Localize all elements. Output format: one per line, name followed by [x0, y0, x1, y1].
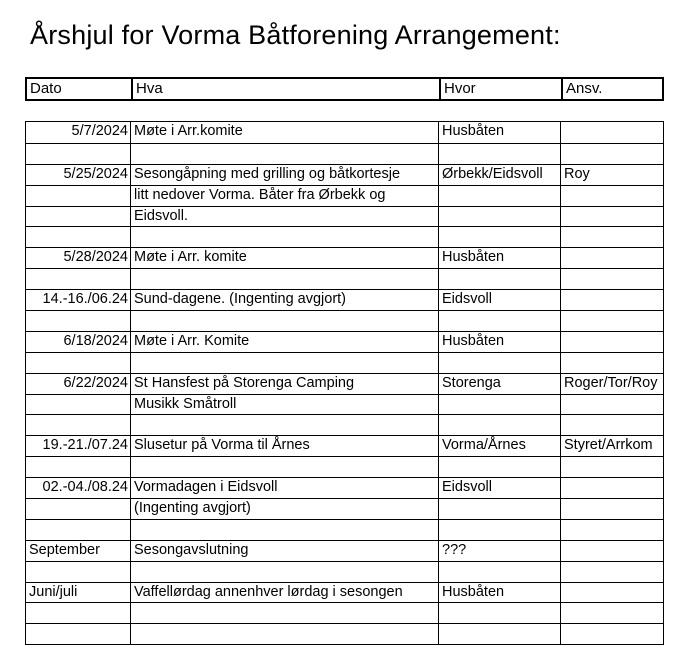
dato-text: 5/28/2024: [63, 249, 128, 266]
cell-hva: [130, 603, 438, 623]
dato-text: 5/7/2024: [71, 123, 128, 139]
cell-ansv: [560, 624, 665, 644]
table-row: [26, 582, 663, 603]
dato-text: 14.-16./06.24: [42, 291, 128, 308]
table-row: [26, 540, 663, 561]
cell-ansv: [560, 374, 665, 394]
cell-hva: [130, 583, 438, 603]
hvor-text: ???: [442, 541, 467, 558]
cell-ansv: [560, 122, 665, 143]
dato-text: 6/18/2024: [63, 332, 128, 349]
cell-hvor: [438, 186, 560, 206]
cell-dato: [26, 186, 130, 206]
table-row: [26, 373, 663, 394]
cell-ansv: [560, 144, 665, 164]
cell-ansv: [560, 332, 665, 352]
cell-hvor: [438, 624, 560, 644]
hva-text: Møte i Arr. komite: [134, 249, 247, 266]
cell-hva: [130, 353, 438, 373]
cell-hvor: [438, 311, 560, 331]
hva-text: Vaffellørdag annenhver lørdag i sesongen: [134, 583, 403, 600]
cell-dato: [26, 144, 130, 164]
cell-hvor: [438, 603, 560, 623]
table-row: [26, 352, 663, 373]
cell-hva: [130, 541, 438, 561]
cell-dato: [26, 227, 130, 247]
table-row: [26, 289, 663, 310]
cell-hva: [130, 290, 438, 310]
hva-text: Eidsvoll.: [134, 207, 188, 224]
cell-hvor: [438, 415, 560, 435]
hvor-text: Storenga: [442, 374, 501, 391]
cell-hvor: [438, 290, 560, 310]
cell-hvor: [438, 457, 560, 477]
cell-hvor: [438, 395, 560, 415]
cell-ansv: [560, 353, 665, 373]
events-table: [25, 121, 664, 645]
cell-ansv: [560, 541, 665, 561]
ansv-text: Styret/Arrkom: [564, 437, 653, 454]
cell-hvor: [438, 144, 560, 164]
cell-hva: [130, 269, 438, 289]
table-row: [26, 206, 663, 227]
hvor-text: Husbåten: [442, 583, 505, 600]
cell-hva: [130, 311, 438, 331]
dato-text: Juni/juli: [29, 583, 78, 600]
cell-dato: [26, 478, 130, 498]
cell-dato: [26, 332, 130, 352]
table-row: [26, 143, 663, 164]
table-row: [26, 247, 663, 268]
cell-dato: [26, 457, 130, 477]
cell-dato: [26, 122, 130, 143]
cell-hva: [130, 415, 438, 435]
cell-hva: [130, 624, 438, 644]
cell-dato: [26, 269, 130, 289]
cell-dato: [26, 436, 130, 456]
hva-text: (Ingenting avgjort): [134, 500, 251, 517]
cell-hvor: [438, 520, 560, 540]
cell-hvor: [438, 583, 560, 603]
cell-ansv: [560, 415, 665, 435]
table-row: [26, 498, 663, 519]
cell-ansv: [560, 311, 665, 331]
cell-ansv: [560, 478, 665, 498]
cell-ansv: [560, 457, 665, 477]
cell-hva: [130, 227, 438, 247]
table-row: [26, 435, 663, 456]
cell-dato: [26, 603, 130, 623]
cell-dato: [26, 520, 130, 540]
cell-dato: [26, 583, 130, 603]
hvor-text: Eidsvoll: [442, 291, 492, 308]
table-row: [26, 185, 663, 206]
hva-text: Sesongåpning med grilling og båtkortesje: [134, 165, 401, 182]
cell-hva: [130, 436, 438, 456]
cell-hva: [130, 332, 438, 352]
dato-text: 6/22/2024: [63, 374, 128, 391]
cell-hvor: [438, 374, 560, 394]
cell-ansv: [560, 248, 665, 268]
table-row: [26, 331, 663, 352]
dato-text: 02.-04./08.24: [42, 479, 128, 496]
table-row: [26, 602, 663, 623]
cell-hvor: [438, 165, 560, 185]
cell-hvor: [438, 122, 560, 143]
cell-hva: [130, 457, 438, 477]
cell-hvor: [438, 248, 560, 268]
cell-hva: [130, 186, 438, 206]
cell-ansv: [560, 165, 665, 185]
page-title: Årshjul for Vorma Båtforening Arrangement:: [30, 20, 561, 50]
cell-dato: [26, 311, 130, 331]
cell-dato: [26, 353, 130, 373]
dato-text: September: [29, 541, 100, 558]
hva-text: Vormadagen i Eidsvoll: [134, 479, 278, 496]
hva-text: Slusetur på Vorma til Årnes: [134, 437, 310, 454]
header-hvor: Hvor: [439, 79, 561, 99]
table-row: [26, 623, 663, 644]
cell-hva: [130, 122, 438, 143]
ansv-text: Roger/Tor/Roy: [564, 374, 658, 391]
hvor-text: Ørbekk/Eidsvoll: [442, 165, 543, 182]
hva-text: litt nedover Vorma. Båter fra Ørbekk og: [134, 186, 386, 203]
cell-ansv: [560, 269, 665, 289]
table-row: [26, 561, 663, 582]
dato-text: 19.-21./07.24: [42, 437, 128, 454]
cell-ansv: [560, 436, 665, 456]
hvor-text: Husbåten: [442, 123, 505, 139]
cell-hva: [130, 207, 438, 227]
hva-text: Sesongavslutning: [134, 541, 249, 558]
cell-hvor: [438, 499, 560, 519]
cell-ansv: [560, 207, 665, 227]
cell-hva: [130, 165, 438, 185]
cell-hvor: [438, 332, 560, 352]
cell-ansv: [560, 395, 665, 415]
table-row: [26, 394, 663, 415]
table-row: [26, 456, 663, 477]
hva-text: St Hansfest på Storenga Camping: [134, 374, 355, 391]
cell-dato: [26, 374, 130, 394]
cell-hvor: [438, 227, 560, 247]
ansv-text: Roy: [564, 165, 590, 182]
header-ansv: Ansv.: [561, 79, 662, 99]
table-header: [25, 77, 664, 101]
cell-ansv: [560, 290, 665, 310]
table-row: [26, 268, 663, 289]
table-row: [26, 519, 663, 540]
cell-hvor: [438, 562, 560, 582]
table-row: [26, 310, 663, 331]
hva-text: Sund-dagene. (Ingenting avgjort): [134, 291, 347, 308]
table-row: [26, 477, 663, 498]
table-row: [26, 122, 663, 143]
hva-text: Møte i Arr.komite: [134, 123, 243, 139]
cell-hva: [130, 248, 438, 268]
cell-hva: [130, 395, 438, 415]
cell-ansv: [560, 562, 665, 582]
cell-dato: [26, 415, 130, 435]
table-row: [26, 414, 663, 435]
cell-ansv: [560, 583, 665, 603]
hvor-text: Husbåten: [442, 249, 505, 266]
hvor-text: Vorma/Årnes: [442, 437, 526, 454]
cell-dato: [26, 562, 130, 582]
cell-hvor: [438, 353, 560, 373]
cell-ansv: [560, 186, 665, 206]
cell-dato: [26, 499, 130, 519]
cell-hva: [130, 144, 438, 164]
header-dato: Dato: [30, 80, 62, 97]
cell-dato: [26, 207, 130, 227]
cell-hva: [130, 520, 438, 540]
hva-text: Musikk Småtroll: [134, 395, 237, 412]
cell-dato: [26, 248, 130, 268]
dato-text: 5/25/2024: [63, 165, 128, 182]
cell-dato: [26, 290, 130, 310]
cell-hva: [130, 562, 438, 582]
cell-hva: [130, 499, 438, 519]
cell-dato: [26, 541, 130, 561]
header-hva: Hva: [131, 79, 439, 99]
table-row: [26, 164, 663, 185]
cell-hvor: [438, 207, 560, 227]
cell-hvor: [438, 269, 560, 289]
hvor-text: Husbåten: [442, 332, 505, 349]
cell-dato: [26, 165, 130, 185]
cell-dato: [26, 624, 130, 644]
cell-ansv: [560, 227, 665, 247]
table-row: [26, 226, 663, 247]
cell-ansv: [560, 520, 665, 540]
cell-hva: [130, 374, 438, 394]
cell-hva: [130, 478, 438, 498]
cell-ansv: [560, 499, 665, 519]
cell-ansv: [560, 603, 665, 623]
cell-hvor: [438, 436, 560, 456]
cell-hvor: [438, 478, 560, 498]
hva-text: Møte i Arr. Komite: [134, 332, 250, 349]
cell-dato: [26, 395, 130, 415]
hvor-text: Eidsvoll: [442, 479, 492, 496]
cell-hvor: [438, 541, 560, 561]
